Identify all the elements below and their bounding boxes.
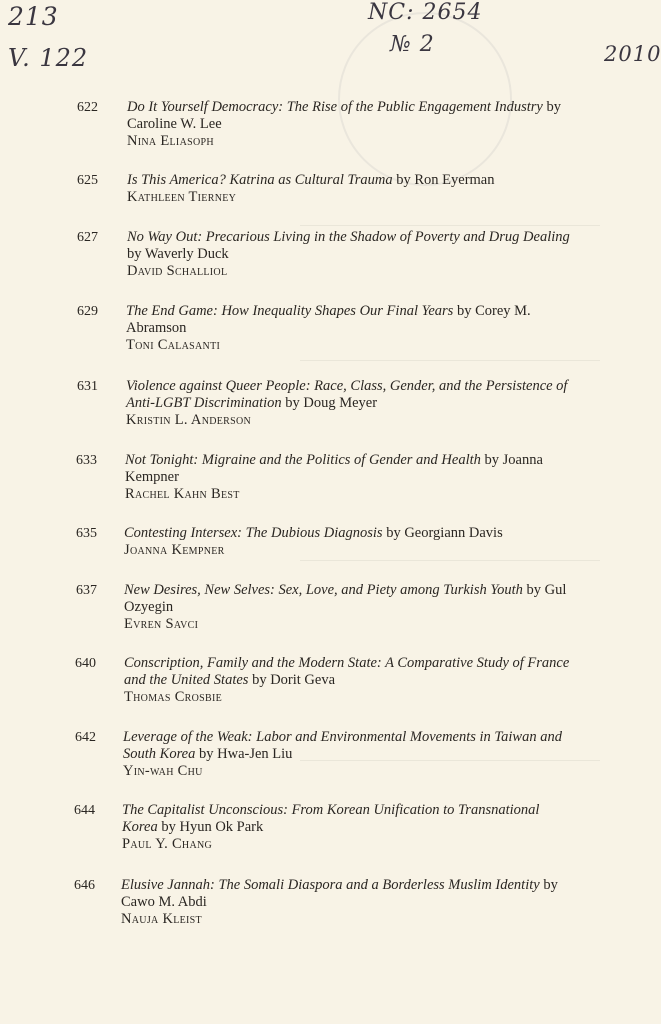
book-title: Contesting Intersex: The Dubious Diagnosis: [124, 525, 383, 541]
page-number: 627: [77, 230, 98, 245]
book-title: Not Tonight: Migraine and the Politics of Gender and Health: [125, 452, 481, 468]
entry-text: [123, 729, 575, 780]
reviewer-name: Kristin L. Anderson: [126, 412, 252, 428]
book-title: Leverage of the Weak: Labor and Environmental Movements in Taiwan and South Korea: [123, 729, 562, 762]
entry-text: [126, 378, 578, 429]
page-number: 640: [75, 656, 96, 671]
entry-text: [121, 877, 573, 928]
reviewer-name: Toni Calasanti: [126, 337, 221, 353]
book-title: The End Game: How Inequality Shapes Our Final Years: [126, 303, 454, 319]
book-title: Violence against Queer People: Race, Class, Gender, and the Persistence of Anti-LGBT Discrimination: [126, 378, 568, 411]
reviewer-name: Joanna Kempner: [124, 542, 225, 558]
book-author: by Georgiann Davis: [386, 525, 503, 541]
book-title: Do It Yourself Democracy: The Rise of the Public Engagement Industry: [127, 99, 543, 115]
reviewer-name: Paul Y. Chang: [122, 836, 213, 852]
page-number: 625: [77, 173, 98, 188]
handwritten-issue: № 2: [390, 32, 435, 57]
book-author: by Joanna Kempner: [125, 452, 543, 485]
reviewer-name: Thomas Crosbie: [124, 689, 223, 705]
page-number: 642: [75, 730, 96, 745]
entry-text: [124, 655, 576, 706]
reviewer-name: Nauja Kleist: [121, 911, 202, 927]
entry-text: [122, 802, 574, 853]
book-title: Conscription, Family and the Modern State: A Comparative Study of France and the United States: [124, 655, 570, 688]
page-number: 633: [76, 453, 97, 468]
reviewer-name: David Schalliol: [127, 263, 228, 279]
book-title: Is This America? Katrina as Cultural Trauma: [127, 172, 393, 188]
book-author: by Hwa-Jen Liu: [199, 746, 293, 762]
reviewer-name: Nina Eliasoph: [127, 133, 214, 149]
book-author: by Corey M. Abramson: [126, 303, 531, 336]
page-number: 637: [76, 583, 97, 598]
book-author: by Doug Meyer: [285, 395, 378, 411]
entry-text: [125, 452, 577, 503]
entry-text: [127, 99, 579, 150]
page-number: 644: [74, 803, 95, 818]
reviewer-name: Evren Savci: [124, 616, 199, 632]
reviewer-name: Rachel Kahn Best: [125, 486, 240, 502]
page-number: 635: [76, 526, 97, 541]
book-author: by Dorit Geva: [252, 672, 336, 688]
entry-text: [127, 229, 579, 280]
entry-text: [124, 525, 576, 559]
handwritten-volume: V. 122: [8, 44, 89, 72]
book-author: by Hyun Ok Park: [161, 819, 264, 835]
page-number: 631: [77, 379, 98, 394]
bleed-through-line: [300, 225, 600, 226]
entry-text: [127, 172, 579, 206]
page-number: 629: [77, 304, 98, 319]
book-author: by Caroline W. Lee: [127, 99, 561, 132]
book-title: The Capitalist Unconscious: From Korean Unification to Transnational Korea: [122, 802, 540, 835]
book-title: Elusive Jannah: The Somali Diaspora and a Borderless Muslim Identity: [121, 877, 540, 893]
entry-text: [124, 582, 576, 633]
book-author: by Ron Eyerman: [396, 172, 495, 188]
handwritten-year: 2010: [604, 42, 661, 66]
page-number: 646: [74, 878, 95, 893]
book-title: New Desires, New Selves: Sex, Love, and Piety among Turkish Youth: [124, 582, 523, 598]
book-author: by Gul Ozyegin: [124, 582, 567, 615]
handwritten-call-number: 213: [8, 2, 59, 31]
page-number: 622: [77, 100, 98, 115]
bleed-through-line: [300, 560, 600, 561]
book-author: by Cawo M. Abdi: [121, 877, 558, 910]
handwritten-catalog-number: NC: 2654: [368, 0, 483, 25]
bleed-through-line: [300, 360, 600, 361]
book-title: No Way Out: Precarious Living in the Shadow of Poverty and Drug Dealing: [127, 229, 570, 245]
book-author: by Waverly Duck: [127, 246, 229, 262]
reviewer-name: Kathleen Tierney: [127, 189, 237, 205]
entry-text: [126, 303, 578, 354]
reviewer-name: Yin-wah Chu: [123, 763, 203, 779]
